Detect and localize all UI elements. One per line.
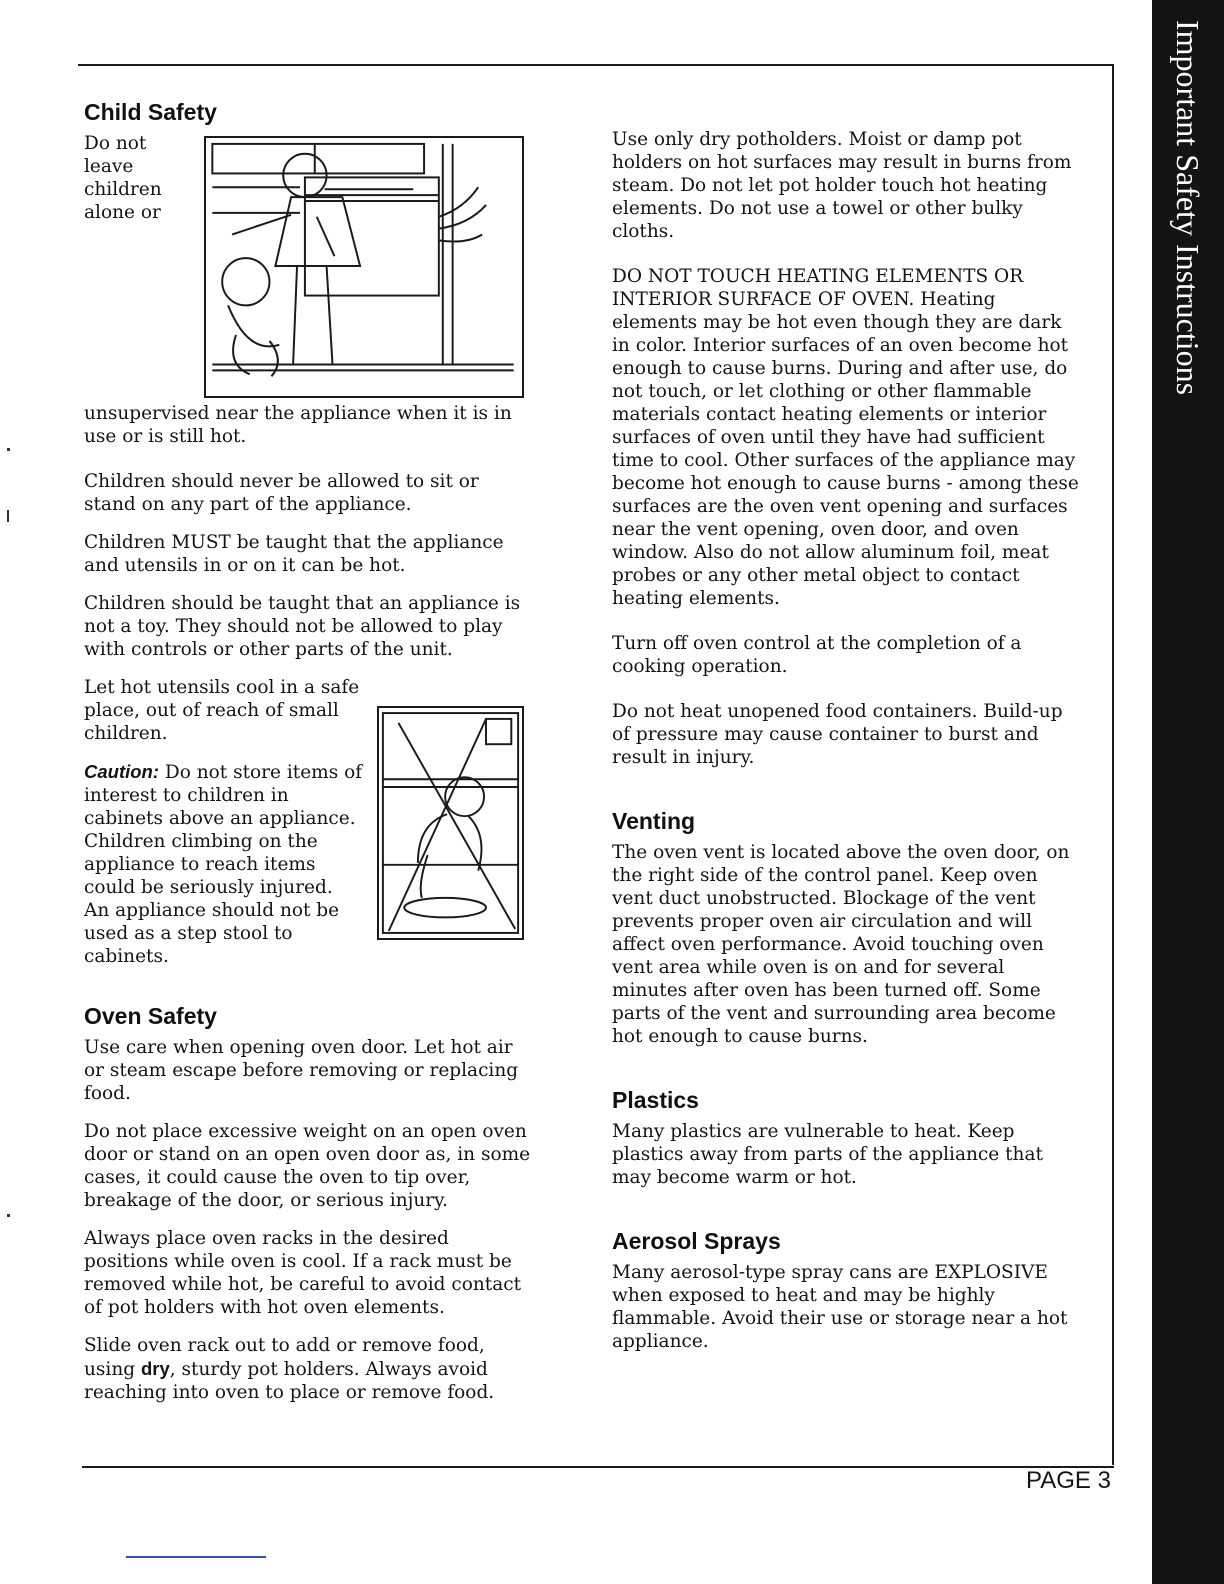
left-column [84,98,534,1419]
caution-label: Caution: [84,761,160,782]
child-safety-para-2: Children should never be allowed to sit or stand on any part of the appliance. [84,471,479,515]
venting-heading: Venting [612,808,696,834]
oven-safety-heading: Oven Safety [84,1003,217,1029]
scan-mark [7,448,10,451]
child-supervision-illustration [204,136,524,398]
plastics-paragraph: Many plastics are vulnerable to heat. Keep plastics away from parts of the appliance that may become warm or hot. [612,1121,1043,1188]
right-rule [1112,64,1114,1465]
food-containers-paragraph: Do not heat unopened food containers. Build-up of pressure may cause container to burst and result in injury. [612,701,1063,768]
child-safety-heading: Child Safety [84,99,217,125]
oven-safety-para-4 [84,1334,534,1404]
right-column [612,128,1082,1368]
footer-line [126,1556,266,1558]
scan-mark [7,510,9,522]
oven-safety-para-4-start: Slide oven rack out to add or remove food, using [84,1335,485,1380]
no-climbing-illustration [377,706,524,940]
page-number: PAGE 3 [1026,1467,1111,1494]
child-safety-para-1: Do not leave children alone or unsupervised near the appliance when it is in use or is still hot. [84,133,512,447]
potholders-paragraph: Use only dry potholders. Moist or damp pot holders on hot surfaces may result in burns from steam. Do not let pot holder touch hot heating elements. Do not use a towel or other bulky cloths. [612,129,1072,242]
side-tab-title: Important Safety Instructions [1170,20,1206,396]
oven-safety-para-4-end: , sturdy pot holders. Always avoid reaching into oven to place or remove food. [84,1359,495,1403]
scan-mark [7,1214,10,1217]
oven-safety-para-4-bold: dry [140,1358,170,1379]
aerosol-heading: Aerosol Sprays [612,1228,781,1254]
heating-elements-paragraph: DO NOT TOUCH HEATING ELEMENTS OR INTERIOR SURFACE OF OVEN. Heating elements may be hot even though they are dark in color. Interior surfaces of an oven become hot enough to cause burns. During and after use, do not touch, or let clothing or other flammable materials contact heating elements or interior surfaces of oven until they have had sufficient time to cool. Other surfaces of the appliance may become hot enough to cause burns - among these surfaces are the oven vent opening and surfaces near the vent opening, oven door, and oven window. Also do not allow aluminum foil, meat probes or any other metal object to contact heating elements. [612,266,1079,609]
oven-safety-para-1: Use care when opening oven door. Let hot air or steam escape before removing or replacing food. [84,1037,519,1104]
oven-safety-para-2: Do not place excessive weight on an open oven door or stand on an open oven door as, in some cases, it could cause the oven to tip over, breakage of the door, or serious injury. [84,1121,531,1211]
caution-text: Do not store items of interest to children in cabinets above an appliance. Children climbing on the appliance to reach items could be seriously injured. An appliance should not be used as a step stool to cabinets. [84,762,363,967]
child-safety-para-4: Children should be taught that an appliance is not a toy. They should not be allowed to play with controls or other parts of the unit. [84,593,521,660]
venting-paragraph: The oven vent is located above the oven door, on the right side of the control panel. Keep oven vent duct unobstructed. Blockage of the vent prevents proper oven air circulation and will affect oven performance. Avoid touching oven vent area while oven is on and for several minutes after oven has been turned off. Some parts of the vent and surrounding area become hot enough to cause burns. [612,842,1070,1047]
top-rule [78,64,1114,66]
oven-control-paragraph: Turn off oven control at the completion of a cooking operation. [612,633,1022,677]
child-safety-para-5: Let hot utensils cool in a safe place, out of reach of small children. [84,677,360,744]
bottom-rule [82,1466,1114,1468]
side-tab [1152,0,1224,1584]
plastics-heading: Plastics [612,1087,699,1113]
oven-safety-para-3: Always place oven racks in the desired positions while oven is cool. If a rack must be removed while hot, be careful to avoid contact of pot holders with hot oven elements. [84,1228,522,1318]
child-safety-para-3: Children MUST be taught that the appliance and utensils in or on it can be hot. [84,532,504,576]
aerosol-paragraph: Many aerosol-type spray cans are EXPLOSIVE when exposed to heat and may be highly flammable. Avoid their use or storage near a hot appliance. [612,1262,1068,1352]
